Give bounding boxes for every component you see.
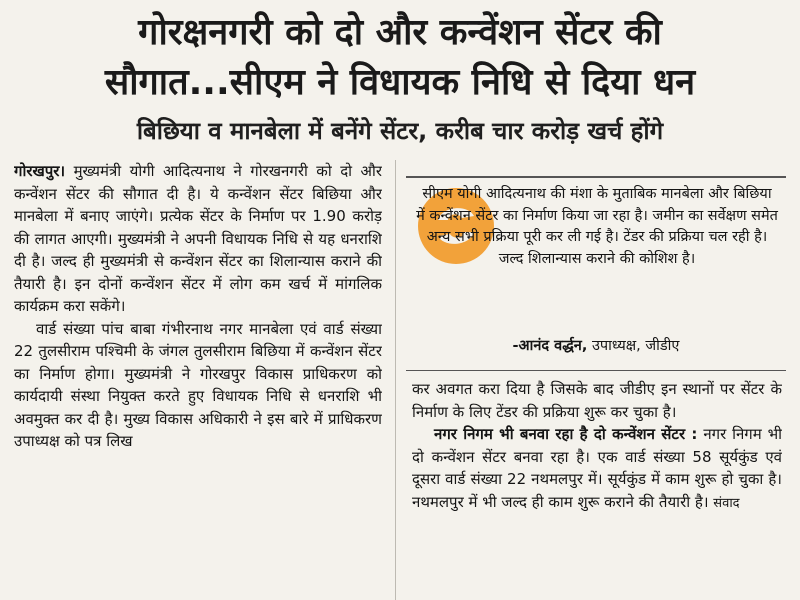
paragraph-1-text: मुख्यमंत्री योगी आदित्यनाथ ने गोरखनगरी को दो और कन्वेंशन सेंटर की सौगात दी है। ये कन्वेंशन सेंटर बिछिया और मानबेला में बनाए जाएंगे। प्रत्येक सेंटर के निर्माण पर 1.90 करोड़ की लागत आएगी। मुख्यमंत्री ने अपनी विधायक निधि से यह धनराशि दी है। जल्द ही मुख्यमंत्री से कन्वेंशन सेंटर का शिलान्यास कराने की तैयारी है। इन दोनों कन्वेंशन सेंटर में लोग कम खर्च में मांगलिक कार्यक्रम करा सकेंगे। [14,162,382,315]
quote-text: सीएम योगी आदित्यनाथ की मंशा के मुताबिक मानबेला और बिछिया में कन्वेंशन सेंटर का निर्माण किया जा रहा है। जमीन का सर्वेक्षण समेत अन्य सभी प्रक्रिया पूरी कर ली गई है। टेंडर की प्रक्रिया चल रही है। जल्द शिलान्यास कराने की कोशिश है। [416,186,778,267]
quote-designation: उपाध्यक्ष, जीडीए [591,338,680,354]
headline-line-2: सौगात...सीएम ने विधायक निधि से दिया धन [104,62,696,103]
headline-line-1: गोरक्षनगरी को दो और कन्वेंशन सेंटर की [138,12,662,53]
dateline: गोरखपुर। [14,162,66,180]
column-divider [395,160,396,600]
article-paragraph-3: कर अवगत करा दिया है जिसके बाद जीडीए इन स्थानों पर सेंटर के निर्माण के लिए टेंडर की प्रक्रिया शुरू कर चुका है। [412,380,782,421]
article-paragraph-1 [14,160,382,318]
article-column-left [14,160,382,600]
quote-attribution [406,336,786,356]
article-paragraph-4 [412,423,782,515]
article-paragraph-2: वार्ड संख्या पांच बाबा गंभीरनाथ नगर मानबेला एवं वार्ड संख्या 22 तुलसीराम पश्चिमी के जंगल तुलसीराम बिछिया में कन्वेंशन सेंटर का निर्माण होगा। मुख्यमंत्री ने गोरखपुर विकास प्राधिकरण को कार्यदायी संस्था नियुक्त करते हुए विधायक निधि से धनराशि भी अवमुक्त कर दी है। मुख्य विकास अधिकारी ने इस बारे में प्राधिकरण उपाध्यक्ष को पत्र लिख [14,319,382,450]
paragraph-4-text: नगर निगम भी दो कन्वेंशन सेंटर बनवा रहा है। एक वार्ड संख्या 58 सूर्यकुंड एवं दूसरा वार्ड संख्या 22 नथमलपुर में। सूर्यकुंड में काम शुरू हो चुका है। नथमलपुर में भी जल्द ही काम शुरू कराने की तैयारी है। [412,425,782,511]
quote-box-bottom-rule [406,370,786,371]
quote-box [406,176,786,364]
article-column-right [412,378,782,600]
subheadline: बिछिया व मानबेला में बनेंगे सेंटर, करीब चार करोड़ खर्च होंगे [136,117,664,145]
subsection-title: नगर निगम भी बनवा रहा है दो कन्वेंशन सेंटर : [434,425,698,443]
byline: संवाद [713,495,740,511]
quote-author: -आनंद वर्द्धन, [512,338,588,354]
